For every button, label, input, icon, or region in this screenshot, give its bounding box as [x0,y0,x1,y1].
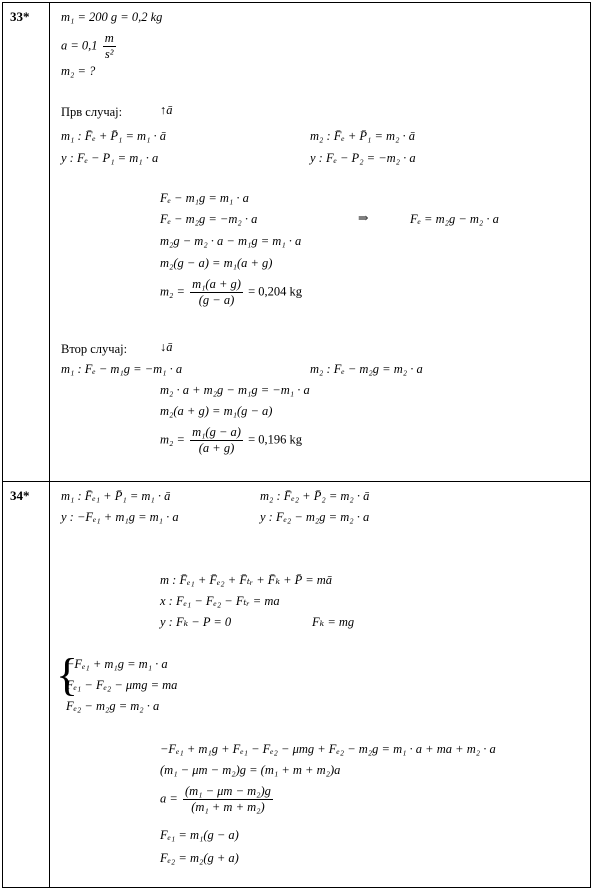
p34-sum-eq: −Fₑ₁ + m₁g + Fₑ₁ − Fₑ₂ − μmg + Fₑ₂ − m₂g = m₁ · a + ma + m₂ · a [160,742,496,756]
case2-eq2: m₂(a + g) = m₁(g − a) [160,404,273,418]
implies-arrow: ⇒ [358,211,369,225]
p34-y-eq-m: y : Fₖ − P = 0 [160,615,232,629]
p34-y-eq-m1: y : −Fₑ₁ + m₁g = m₁ · a [61,510,179,524]
unknown-m2: m₂ = ? [61,64,96,78]
case2-result-numerator: m₁(g − a) [192,425,241,439]
p34-vector-eq-m2: m₂ : F̄ₑ₂ + P̄₂ = m₂ · ā [260,489,370,503]
case1-y-eq-m2: y : Fₑ − P₂ = −m₂ · a [310,151,416,165]
case2-result-denominator: (a + g) [198,441,235,455]
p34-vector-eq-m: m : F̄ₑ₁ + F̄ₑ₂ + F̄ₜᵣ + F̄ₖ + P̄ = mā [160,573,333,587]
case1-result [160,277,302,308]
case1-arrow: ↑ā [160,103,173,117]
acceleration-lhs: a = [160,791,178,806]
given-a-lhs: a = 0,1 [61,38,98,53]
case2-result [160,425,302,456]
case2-result-fraction [190,425,243,456]
case2-result-value: = 0,196 kg [248,432,303,447]
case2-label: Втор случај: [61,342,128,356]
case1-eq3: m₂g − m₂ · a − m₁g = m₁ · a [160,234,302,248]
case1-vector-eq-m2: m₂ : F̄ₑ + P̄₁ = m₂ · ā [310,129,416,143]
given-m1: m₁ = 200 g = 0,2 kg [61,10,163,24]
p34-y-eq-m2: y : Fₑ₂ − m₂g = m₂ · a [260,510,370,524]
row-divider [2,481,591,482]
p34-factored-eq: (m₁ − μm − m₂)g = (m₁ + m + m₂)a [160,763,341,777]
case2-result-lhs: m₂ = [160,432,185,447]
acceleration-numerator: (m₁ − μm − m₂)g [184,784,271,798]
case1-result-lhs: m₂ = [160,284,185,299]
p34-acceleration [160,784,275,815]
case1-vector-eq-m1: m₁ : F̄ₑ + P̄₁ = m₁ · ā [61,129,167,143]
case1-eq1: Fₑ − m₁g = m₁ · a [160,191,249,205]
unit-denominator: s² [104,47,114,61]
case2-eq1: m₂ · a + m₂g − m₁g = −m₁ · a [160,383,310,397]
acceleration-fraction [183,784,273,815]
system-eq1: −Fₑ₁ + m₁g = m₁ · a [66,657,168,671]
case2-eq-m2: m₂ : Fₑ − m₂g = m₂ · a [310,362,423,376]
case1-eq4: m₂(g − a) = m₁(a + g) [160,256,273,270]
case1-y-eq-m1: y : Fₑ − P₁ = m₁ · a [61,151,159,165]
acceleration-denominator: (m₁ + m + m₂) [191,800,265,814]
case2-eq-m1: m₁ : Fₑ − m₁g = −m₁ · a [61,362,183,376]
p34-normal-force: Fₖ = mg [312,615,355,629]
problem-number-33: 33* [10,9,30,24]
system-brace: { [56,649,79,700]
p34-tension1: Fₑ₁ = m₁(g − a) [160,828,239,842]
p34-vector-eq-m1: m₁ : F̄ₑ₁ + P̄₁ = m₁ · ā [61,489,171,503]
case1-result-fraction [190,277,243,308]
given-a [61,31,118,62]
case1-label: Прв случај: [61,105,123,119]
case1-result-value: = 0,204 kg [248,284,303,299]
given-a-unit [103,31,116,62]
problem-number-34: 34* [10,488,30,503]
p34-x-eq-m: x : Fₑ₁ − Fₑ₂ − Fₜᵣ = ma [160,594,280,608]
case1-eq2-result: Fₑ = m₂g − m₂ · a [410,212,499,226]
case1-result-numerator: m₁(a + g) [192,277,241,291]
unit-numerator: m [104,31,114,45]
column-divider [49,2,50,888]
case1-eq2: Fₑ − m₂g = −m₂ · a [160,212,258,226]
case2-arrow: ↓ā [160,340,173,354]
system-eq2: Fₑ₁ − Fₑ₂ − μmg = ma [66,678,178,692]
case1-result-denominator: (g − a) [198,293,235,307]
p34-tension2: Fₑ₂ = m₂(g + a) [160,851,239,865]
system-eq3: Fₑ₂ − m₂g = m₂ · a [66,699,160,713]
